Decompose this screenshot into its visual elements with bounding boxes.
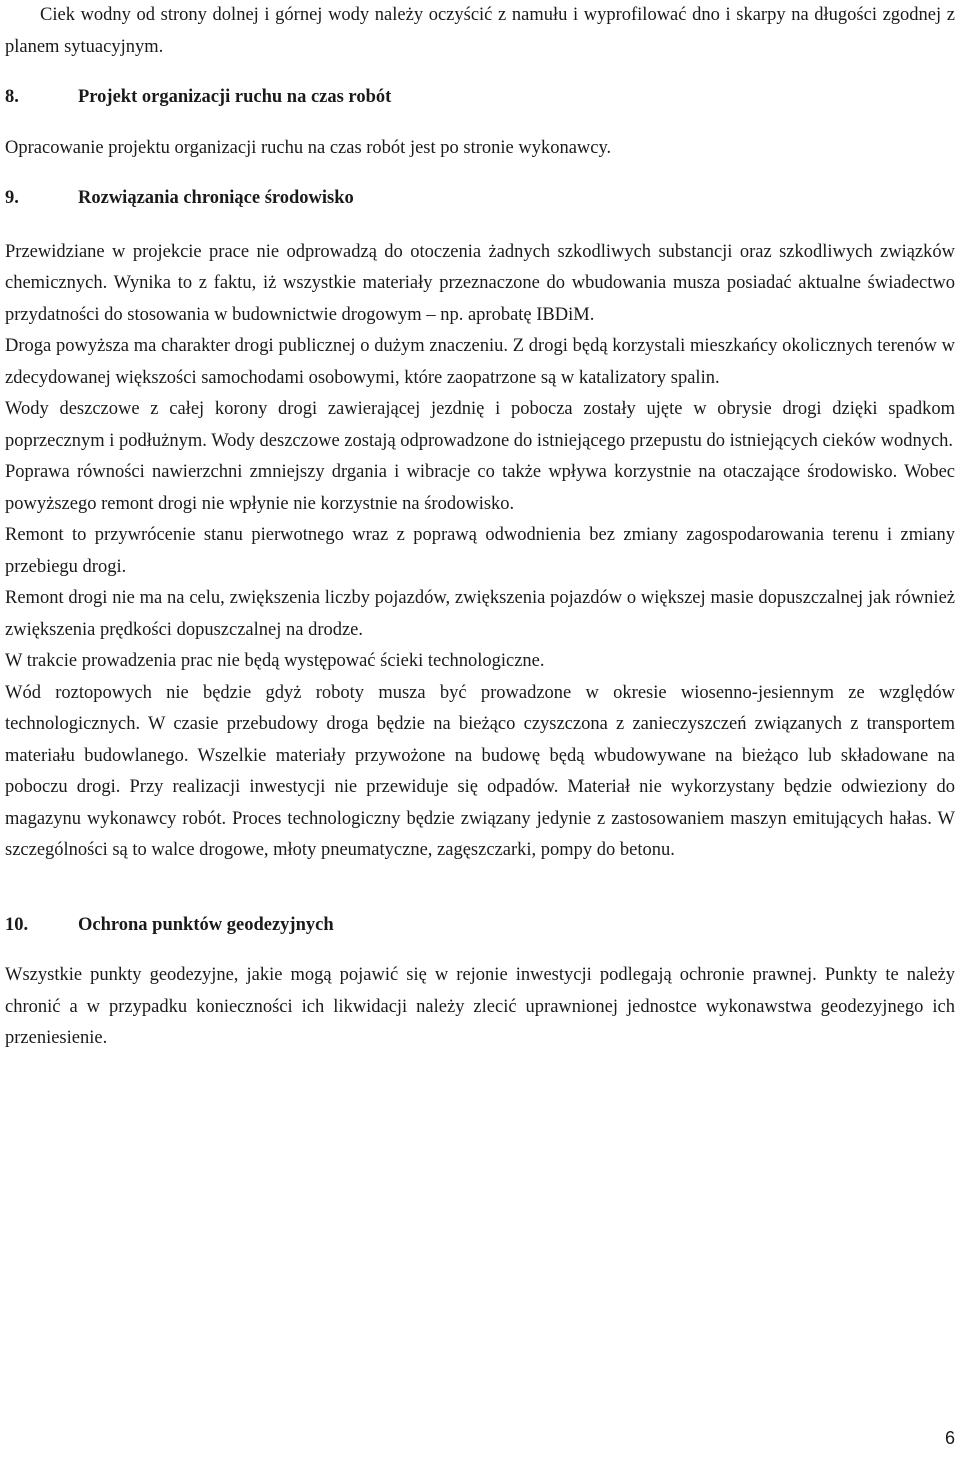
section-9-number: 9.: [5, 188, 19, 208]
section-9-title: Rozwiązania chroniące środowisko: [78, 188, 354, 208]
section-8-heading: [5, 82, 955, 114]
section-10-text: Wszystkie punkty geodezyjne, jakie mogą pojawić się w rejonie inwestycji podlegają ochronie prawnej. Punkty te należy chronić a w przypadku konieczności ich likwidacji należy zlecić uprawnionej jednostce wykonawstwa geodezyjnego ich przeniesienie.: [5, 965, 955, 1048]
section-9-paragraph: W trakcie prowadzenia prac nie będą występować ścieki technologiczne.: [5, 651, 545, 671]
section-9-paragraph: Remont to przywrócenie stanu pierwotnego wraz z poprawą odwodnienia bez zmiany zagospodarowania terenu i zmiany przebiegu drogi.: [5, 525, 955, 577]
section-9-paragraph: Remont drogi nie ma na celu, zwiększenia liczby pojazdów, zwiększenia pojazdów o większej masie dopuszczalnej jak również zwiększenia prędkości dopuszczalnej na drodze.: [5, 588, 955, 640]
section-10-heading: [5, 910, 955, 942]
section-9-paragraph: Droga powyższa ma charakter drogi publicznej o dużym znaczeniu. Z drogi będą korzystali mieszkańcy okolicznych terenów w zdecydowanej większości samochodami osobowymi, które zaopatrzone są w katalizatory spalin.: [5, 336, 955, 388]
page-content: [5, 0, 955, 1055]
section-9-paragraph: Przewidziane w projekcie prace nie odprowadzą do otoczenia żadnych szkodliwych substancji oraz szkodliwych związków chemicznych. Wynika to z faktu, iż wszystkie materiały przeznaczone do wbudowania musza posiadać aktualne świadectwo przydatności do stosowania w budownictwie drogowym – np. aprobatę IBDiM.: [5, 241, 955, 325]
section-9-paragraph: Poprawa równości nawierzchni zmniejszy drgania i wibracje co także wpływa korzystnie na otaczające środowisko. Wobec powyższego remont drogi nie wpłynie nie korzystnie na środowisko.: [5, 462, 955, 514]
page-number: 6: [944, 1428, 955, 1448]
section-9-paragraph: Wody deszczowe z całej korony drogi zawierającej jezdnię i pobocza zostały ujęte w obrysie drogi dzięki spadkom poprzecznym i podłużnym. Wody deszczowe zostają odprowadzone do istniejącego przepustu do istniejących cieków wodnych.: [5, 399, 955, 451]
section-8-text: Opracowanie projektu organizacji ruchu na czas robót jest po stronie wykonawcy.: [5, 137, 612, 158]
section-8-title: Projekt organizacji ruchu na czas robót: [78, 87, 392, 107]
section-10-number: 10.: [5, 914, 29, 935]
section-9-heading: [5, 183, 955, 215]
intro-paragraph: Ciek wodny od strony dolnej i górnej wody należy oczyścić z namułu i wyprofilować dno i skarpy na długości zgodnej z planem sytuacyjnym.: [5, 5, 955, 57]
section-8-number: 8.: [5, 87, 19, 107]
section-10-title: Ochrona punktów geodezyjnych: [78, 914, 334, 935]
section-9-paragraph: Wód roztopowych nie będzie gdyż roboty musza być prowadzone w okresie wiosenno-jesiennym ze względów technologicznych. W czasie przebudowy droga będzie na bieżąco czyszczona z zanieczyszczeń związanych z transportem materiału budowlanego. Wszelkie materiały przywożone na budowę będą wbudowywane na bieżąco lub składowane na poboczu drogi. Przy realizacji inwestycji nie przewiduje się odpadów. Materiał nie wykorzystany będzie odwieziony do magazynu wykonawcy robót. Proces technologiczny będzie związany jedynie z zastosowaniem maszyn emitujących hałas. W szczególności są to walce drogowe, młoty pneumatyczne, zagęszczarki, pompy do betonu.: [5, 682, 955, 860]
